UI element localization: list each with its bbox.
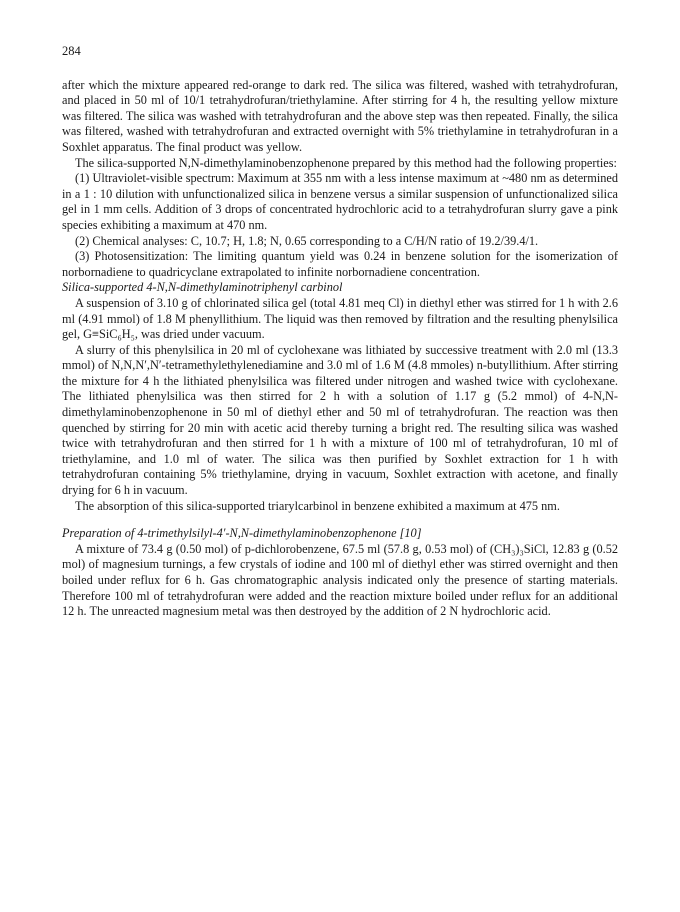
page-number: 284 <box>62 44 81 58</box>
paragraph-uv-spectrum: (1) Ultraviolet-visible spectrum: Maximum at 355 nm with a less intense maximum at ~480 nm as determined in a 1 : 10 dilution with unfunctionalized silica in benzene versus a similar suspension of unfunctionalized silica gel in 1 mm cells. Addition of 3 drops of concentrated hydrochloric acid to a tetrahydrofuran slurry gave a pink species exhibiting a maximum at 470 nm. <box>62 171 618 232</box>
paragraph-phenylsilica: A suspension of 3.10 g of chlorinated silica gel (total 4.81 meq Cl) in diethyl ether was stirred for 1 h with 2.6 ml (4.91 mmol) of 1.8 M phenyllithium. The liquid was then removed by filtration and the resulting phenylsilica gel, G≡SiC₆H₅, was dried under vacuum. <box>62 295 618 342</box>
section-heading-preparation: Preparation of 4-trimethylsilyl-4′-N,N-dimethylaminobenzophenone [10] <box>62 526 422 541</box>
paragraph-chemical-analyses: (2) Chemical analyses: C, 10.7; H, 1.8; N, 0.65 corresponding to a C/H/N ratio of 19.2/39.4/1. <box>75 233 539 248</box>
section-heading-carbinol: Silica-supported 4-N,N-dimethylaminotriphenyl carbinol <box>62 280 343 295</box>
paragraph-grignard: A mixture of 73.4 g (0.50 mol) of p-dichlorobenzene, 67.5 ml (57.8 g, 0.53 mol) of (CH₃)₃SiCl, 12.83 g (0.52 mol) of magnesium turnings, a few crystals of iodine and 100 ml of diethyl ether was stirred overnight and then boiled under reflux for 6 h. Gas chromatographic analysis indicated only the presence of starting materials. Therefore 100 ml of tetrahydrofuran were added and the reaction mixture boiled under reflux for an additional 12 h. The unreacted magnesium metal was then destroyed by the addition of 2 N hydrochloric acid. <box>62 541 618 619</box>
paragraph-absorption: The absorption of this silica-supported triarylcarbinol in benzene exhibited a maximum at 475 nm. <box>75 498 560 513</box>
paragraph-silica-workup: after which the mixture appeared red-orange to dark red. The silica was filtered, washed with tetrahydrofuran, and placed in 50 ml of 10/1 tetrahydrofuran/triethylamine. After stirring for 4 h, the resulting yellow mixture was filtered. The silica was washed with tetrahydrofuran and the above step was then repeated. Finally, the silica was filtered, washed with tetrahydrofuran and extracted overnight with 5% triethylamine in tetrahydrofuran in a Soxhlet apparatus. The final product was yellow. <box>62 77 618 154</box>
document-page <box>62 44 618 620</box>
paragraph-properties-intro: The silica-supported N,N-dimethylaminobenzophenone prepared by this method had the following properties: <box>75 155 617 170</box>
paragraph-lithiation: A slurry of this phenylsilica in 20 ml of cyclohexane was lithiated by successive treatment with 2.0 ml (13.3 mmol) of N,N,N′,N′-tetramethylethylenediamine and 3.0 ml of 1.6 M (4.8 mmoles) n-butyllithium. After stirring the mixture for 4 h the lithiated phenylsilica was filtered under nitrogen and washed twice with cyclohexane. The lithiated phenylsilica was then stirred for 2 h with a solution of 1.17 g (5.2 mmol) of 4-N,N-dimethylaminobenzophenone in 50 ml of diethyl ether and 50 ml of tetrahydrofuran. The reaction was then quenched by stirring for 20 min with acetic acid thereby turning a bright red. The resulting silica was washed twice with tetrahydrofuran and then stirred for 1 h with a mixture of 100 ml of tetrahydrofuran, 10 ml of triethylamine, and 1.0 ml of water. The silica was then purified by Soxhlet extraction for 1 h with tetrahydrofuran containing 5% triethylamine, drying in vacuum, Soxhlet extraction with acetone, and finally drying for 6 h in vacuum. <box>62 342 618 498</box>
paragraph-photosensitization: (3) Photosensitization: The limiting quantum yield was 0.24 in benzene solution for the isomerization of norbornadiene to quadricyclane extrapolated to infinite norbornadiene concentration. <box>62 249 618 279</box>
